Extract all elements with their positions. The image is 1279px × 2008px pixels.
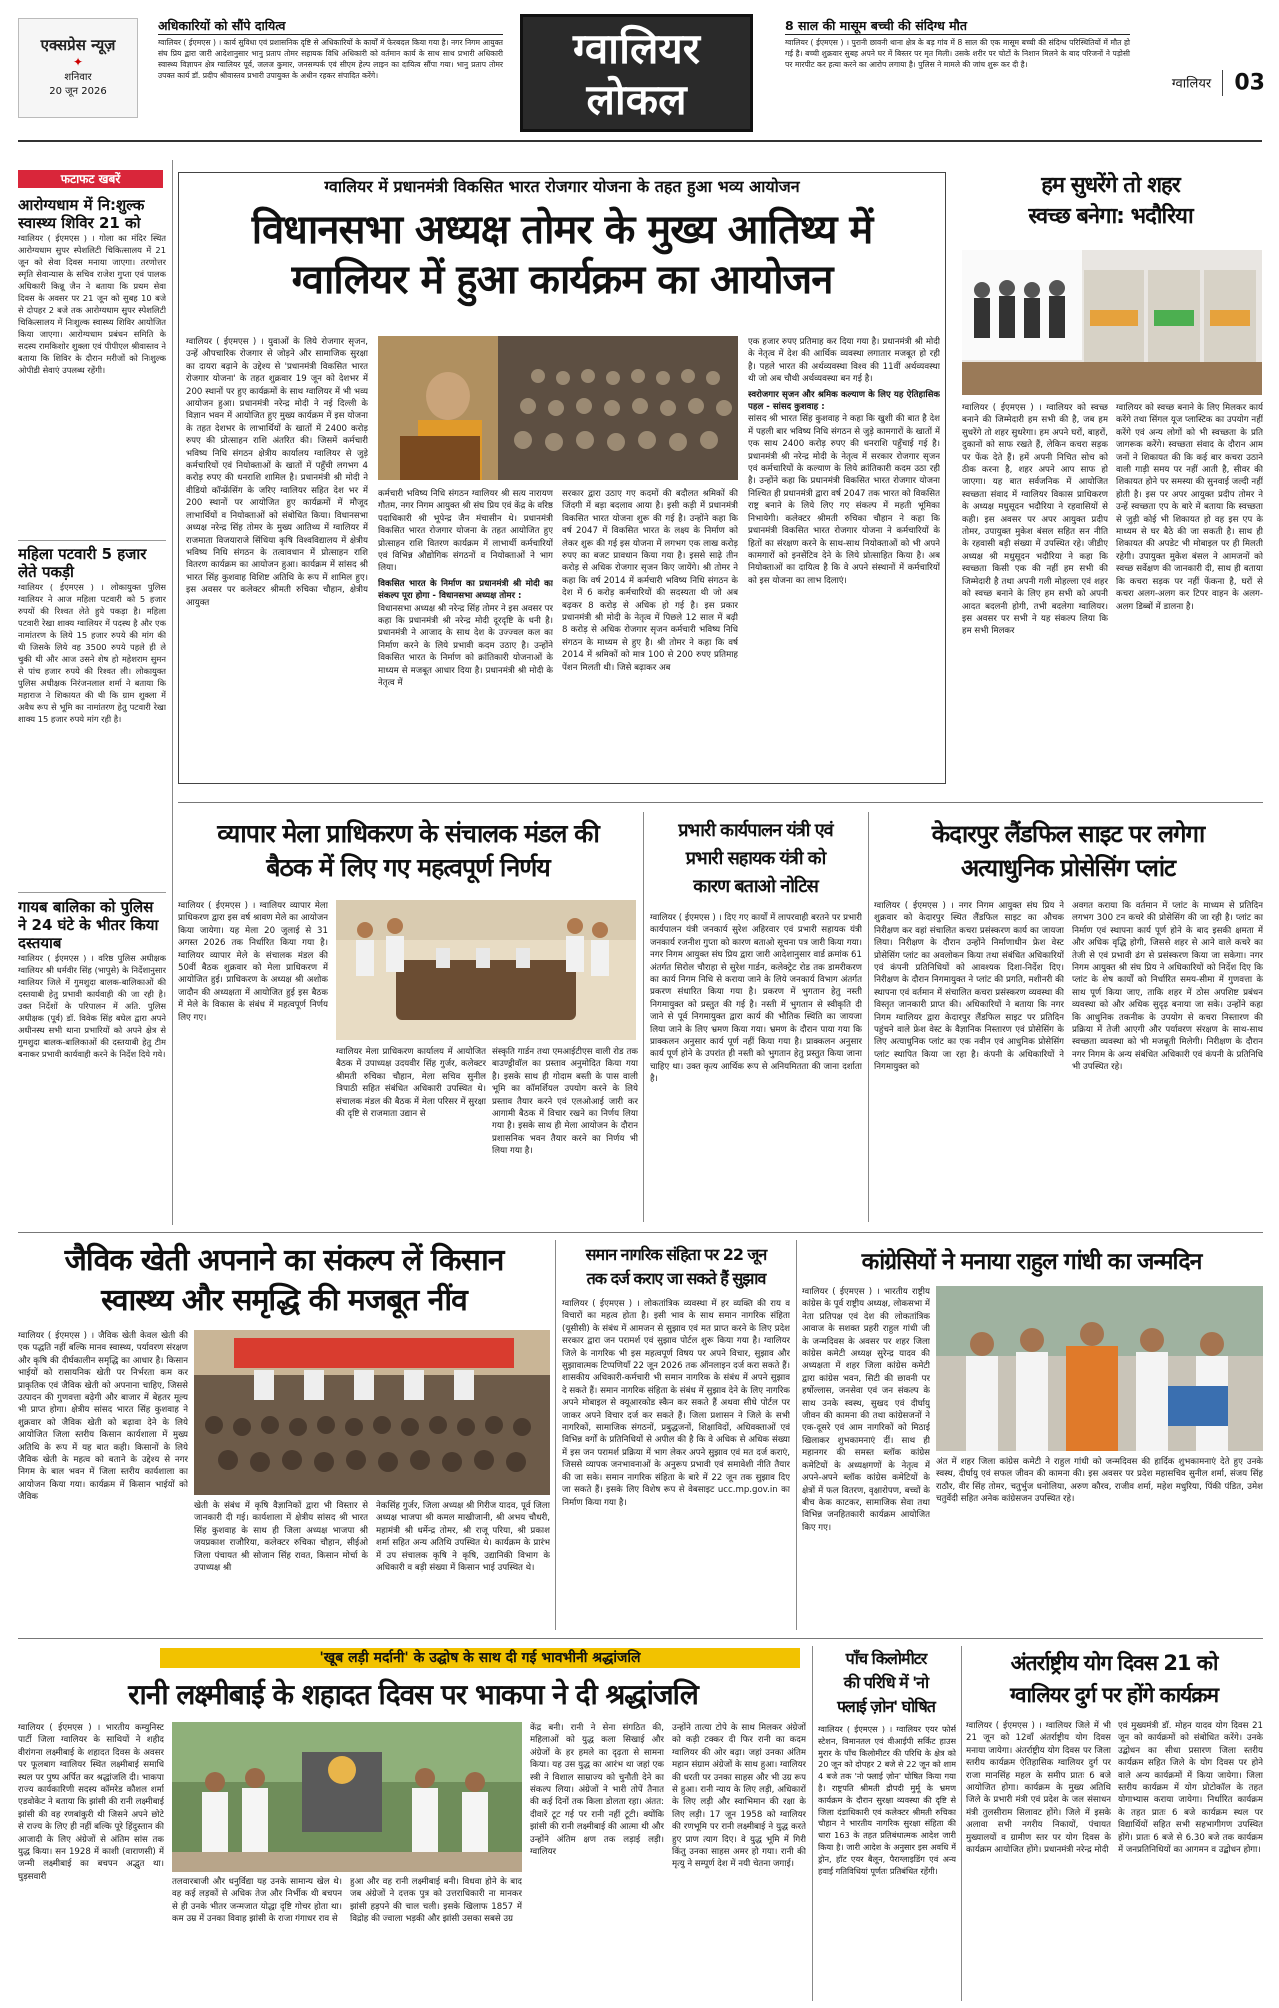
congress-photo xyxy=(936,1286,1263,1451)
laxmibai-col5 xyxy=(672,1722,806,2002)
laxmibai-col1 xyxy=(18,1722,164,2002)
ucc-headline-1: समान नागरिक संहिता पर 22 जून xyxy=(585,1245,767,1264)
rule-row3 xyxy=(18,1232,1263,1233)
yoga-headline-1: अंतर्राष्ट्रीय योग दिवस 21 को xyxy=(1010,1651,1218,1675)
masthead-rule xyxy=(18,140,1262,142)
notice-text: ग्वालियर ( ईएमएस ) । दिए गए कार्यों में लापरवाही बरतने पर प्रभारी कार्यपालन यंत्री जनकार्य सुरेश अहिरवार एवं प्रभारी सहायक यंत्री जनकार्य रजनीश गुप्ता को कारण बताओ सूचना पत्र जारी किया गया। नगर निगम आयुक्त संघ प्रिय द्वारा जारी आदेशानुसार वार्ड क्रमांक 61 अंतर्गत सिरोल चौराहा से सुरेश गार्डन, कलेक्ट्रेट रोड तक डामरीकरण का कार्य निगम निधि से कराया जाने के लिये जनकार्य विभाग अंतर्गत प्रकरण संधारित किया गया है। प्रकरण में भुगतान हेतु नस्ती निगमायुक्त को प्रस्तुत की गई है। नस्ती में भुगतान से स्वीकृति दी जाने से पूर्व निगमायुक्त द्वारा कार्य की भौतिक स्थिति का जायजा लिया जाने के लिए भ्रमण किया गया। भ्रमण के दौरान पाया गया कि प्राक्कलन अनुसार कार्य पूर्ण नहीं किया गया है। प्राक्कलन अनुसार कार्य पूर्ण होने के उपरांत ही नस्ती को भुगतान हेतु प्रस्तुत किया जाना चाहिए था। उक्त कृत्य आर्थिक रूप से अनियमितता की जाना दर्शाता है। xyxy=(650,913,862,1085)
organic-col2 xyxy=(194,1500,368,1632)
lead-col2b-text: विधानसभा अध्यक्ष श्री नरेन्द्र सिंह तोमर ने इस अवसर पर कहा कि प्रधानमंत्री श्री नरेन्द्र मोदी दूरदृष्टि के धनी है। प्रधानमंत्री ने आजाद के साथ देश के उज्ज्वल कल का निर्माण करने के लिये प्रभावी कदम उठाए है। उन्होंने विकसित भारत के निर्माण को क्रांतिकारी योजनाओं के माध्यम से मजबूत आधार दिया है। प्रधानमंत्री श्री मोदी के नेतृत्व में xyxy=(378,603,553,689)
brief-1-text: ग्वालियर ( ईएमएस ) । गोला का मंदिर स्थित आरोग्यधाम सुपर स्पेशलिटी चिकित्सालय में 21 जून को सेवा दिवस मनाया जाएगा। तरणोत्तर स्मृति सेवान्यास के सचिव राजेश गुप्ता एवं पालक अधिकारी किन्नू जैन ने बताया कि प्रथम सेवा दिवस के अवसर पर 21 जून को सुबह 10 बजे से दोपहर 2 बजे तक आरोग्यधाम सुपर स्पेशलिटी चिकित्सालय में निःशुल्क स्वास्थ्य शिविर आयोजित किया जाएगा। आरोग्यधाम प्रबंधन समिति के सदस्य रामकिशोर शुक्ला एवं पीपीएल श्रीवास्तव ने बताया कि शिविर के दौरान मरीजों को निःशुल्क ओपीडी सेवाएं उपलब्ध रहेंगी। xyxy=(18,233,166,375)
top-brief-1-title: अधिकारियों को सौंपे दायित्व xyxy=(158,18,503,35)
organic-photo xyxy=(194,1330,550,1495)
brief-3-title: गायब बालिका को पुलिस ने 24 घंटे के भीतर किया दस्तयाब xyxy=(18,898,159,952)
ucc-body xyxy=(562,1298,790,1630)
sidebar-brief-3 xyxy=(18,898,166,1228)
organic-col3-text: नेकसिंह गुर्जर, जिला अध्यक्ष श्री गिरीज यादव, पूर्व जिला अध्यक्ष भाजपा श्री कमल माखीजानी, श्री अभय चौधरी, महामंत्री श्री धर्मेन्द्र तोमर, श्री राजू परिया, श्री प्रकाश शर्मा सहित अन्य अतिथि उपस्थित थे। कार्यक्रम के प्रारंभ में उप संचालक कृषि ने कृषि, उद्यानिकी विभाग के अधिकारी व बड़ी संख्या में किसान भाई उपस्थित थे। xyxy=(376,1501,550,1574)
mela-headline-2: बैठक में लिए गए महत्वपूर्ण निर्णय xyxy=(266,853,550,882)
section-title-box xyxy=(520,14,753,132)
right-story-col2 xyxy=(1116,402,1263,782)
noflyzone-headline-3: फ्लाई ज़ोन' घोषित xyxy=(837,1697,935,1716)
noflyzone-body xyxy=(818,1724,956,2002)
laxmibai-col4 xyxy=(530,1722,664,2002)
lead-col2 xyxy=(378,488,553,781)
brief-2-title: महिला पटवारी 5 हजार लेते पकड़ी xyxy=(18,545,147,581)
top-brief-2-text: ग्वालियर ( ईएमएस ) । पुरानी छावनी थाना क्षेत्र के बड़ गांव में 8 साल की एक मासूम बच्ची की संदिग्ध परिस्थितियों में मौत हो गई है। बच्ची शुक्रवार सुबह अपने घर में बिस्तर पर मृत मिली। उसके शरीर पर चोटों के निशान मिलने के बाद परिजनों ने पड़ोसी पर मारपीट कर हत्या करने का आरोप लगाया है। पुलिस ने मामले की जांच शुरू कर दी है। xyxy=(785,38,1130,69)
landfill-headline-1: केदारपुर लैंडफिल साइट पर लगेगा xyxy=(931,820,1205,848)
vrule-mela-notice xyxy=(643,812,644,1222)
sidebar-divider-2 xyxy=(18,892,166,893)
page-folio xyxy=(1150,70,1265,100)
rule-row4 xyxy=(18,1638,1263,1639)
sidebar-vrule xyxy=(172,160,173,1225)
organic-col3 xyxy=(376,1500,550,1632)
section-title-line1: ग्वालियर xyxy=(573,24,700,73)
sidebar-label-text: फटाफट खबरें xyxy=(60,172,121,186)
lead-photo xyxy=(378,336,738,480)
masthead-left-box xyxy=(18,18,138,118)
right-story-photo xyxy=(962,250,1262,395)
top-brief-1-text: ग्वालियर ( ईएमएस ) । कार्य सुविधा एवं प्रशासनिक दृष्टि से अधिकारियों के कार्यों में फेरबदल किया गया है। नगर निगम आयुक्त संघ प्रिय द्वारा जारी आदेशानुसार भानु प्रताप तोमर सहायक विधि अधिकारी को वर्तमान कार्य के साथ साथ प्रभारी अधिकारी स्वास्थ्य विज्ञापन क्षेत्र ग्वालियर पूर्व, जलज कुमार, जनसम्पर्क एवं सीएम हेल्प लाइन का दायित्व सौंपा गया। भानु प्रताप तोमर उपक्त कार्य डॉ. प्रदीप श्रीवास्तव प्रभारी उपायुक्त के अधीन रहकर संपादित करेंगे। xyxy=(158,38,503,80)
lead-col4-text: एक हजार रुपए प्रतिमाह कर दिया गया है। प्रधानमंत्री श्री मोदी के नेतृत्व में देश की आर्थिक व्यवस्था लगातार मजबूत हो रही है। पहले भारत की अर्थव्यवस्था विश्व की 11वीं अर्थव्यवस्था थी जो अब चौथी अर्थव्यवस्था बन गई है। xyxy=(748,337,940,385)
right-story-col1 xyxy=(962,402,1108,782)
lead-subhead-2: स्वरोजगार सृजन और श्रमिक कल्याण के लिए यह ऐतिहासिक पहल - सांसद कुशवाह : xyxy=(748,389,940,413)
laxmibai-col3 xyxy=(350,1876,522,2001)
laxmibai-col5-text: उन्होंने तात्या टोपे के साथ मिलकर अंग्रेजों को कड़ी टक्कर दी फिर रानी का कदम ग्वालियर की ओर बढ़ा। जहां उनका अंतिम महान संग्राम अंग्रेजों के साथ हुआ। ग्वालियर की धरती पर उनका साहस और भी उग्र रूप से हुआ। रानी न्याय के लिए लड़ी, अधिकारों के लिए लड़ी और स्वाभिमान की रक्षा के लिए लड़ी। 17 जून 1958 को ग्वालियर की रणभूमि पर रानी लक्ष्मीबाई ने युद्ध करते हुए प्राण त्याग दिए। वे युद्ध भूमि में गिरी किंतु उनका साहस अमर हो गया। रानी की मृत्यु ने सम्पूर्ण देश में नयी चेतना जगाई। xyxy=(672,1723,806,1870)
congress-headline: कांग्रेसियों ने मनाया राहुल गांधी का जन्मदिन xyxy=(861,1249,1202,1275)
yoga-col1-text: ग्वालियर ( ईएमएस ) । ग्वालियर जिले में भी 21 जून को 12वाँ अंतर्राष्ट्रीय योग दिवस मनाया जायेगा। अंतर्राष्ट्रीय योग दिवस पर जिला स्तरीय कार्यक्रम ऐतिहासिक ग्वालियर दुर्ग पर राजा मानसिंह महल के समीप प्रातः 6 बजे आयोजित होगा। कार्यक्रम के मुख्य अतिथि जिले के प्रभारी मंत्री एवं प्रदेश के जल संसाधन मंत्री तुलसीराम सिलावट होंगे। जिले में इसके अलावा सभी नगरीय निकायों, पंचायत मुख्यालयों व ग्रामीण स्तर पर योग दिवस के कार्यक्रम आयोजित होंगे। प्रधानमंत्री नरेन्द्र मोदी xyxy=(966,1721,1111,1856)
landfill-col1-text: ग्वालियर ( ईएमएस ) । नगर निगम आयुक्त संघ प्रिय ने शुक्रवार को केदारपुर स्थित लैंडफिल साइट का औचक निरीक्षण कर वहां संचालित कचरा प्रसंस्करण कार्य का जायजा लिया। निरीक्षण के दौरान उन्होंने निर्माणाधीन फ्रेश वेस्ट प्रोसेसिंग प्लांट का अवलोकन किया तथा संबंधित अधिकारियों एवं कंपनी प्रतिनिधियों को आवश्यक दिशा-निर्देश दिए। निरीक्षण के दौरान निगमायुक्त ने प्लांट की प्रगति, मशीनरी की स्थापना एवं वर्तमान में संचालित कचरा प्रसंस्करण व्यवस्था की विस्तृत जानकारी प्राप्त की। अधिकारियों ने बताया कि नगर निगम ग्वालियर द्वारा केदारपुर लैंडफिल साइट पर प्रतिदिन पहुंचने वाले फ्रेश वेस्ट के वैज्ञानिक निस्तारण एवं प्रोसेसिंग के लिए अत्याधुनिक प्लांट का एक नवीन एवं आधुनिक प्रोसेसिंग प्लांट स्थापित किया जा रहा है। कंपनी के अधिकारियों ने निगमायुक्त को xyxy=(874,901,1064,1073)
vrule-noflyzone-yoga xyxy=(961,1646,962,2001)
yoga-col2 xyxy=(1118,1720,1263,2002)
lead-col1 xyxy=(186,336,368,781)
right-story-photo-image xyxy=(962,250,1262,395)
laxmibai-headline: रानी लक्ष्मीबाई के शहादत दिवस पर भाकपा ने दी श्रद्धांजलि xyxy=(128,1678,698,1711)
vrule-laxmibai-noflyzone xyxy=(812,1646,813,2001)
mela-col3-text: संस्कृति गार्डन तथा एमआईटीएस वाली रोड तक बाउण्ड्रीवॉल का प्रस्ताव अनुमोदित किया गया है। इसके साथ ही गोदाम बस्ती के पास वाली भूमि का कॉमर्शियल उपयोग करने के लिये प्रस्ताव तैयार करने एवं एलओआई जारी कर आगामी बैठक में विचार रखने का निर्णय लिया गया है। इसके साथ ही मेला आयोजन के दौरान प्रशासनिक भवन तैयार करने का निर्णय भी लिया गया है। xyxy=(492,1047,638,1157)
laxmibai-col2-text: तलवारबाजी और धनुर्विद्या यह उनके सामान्य खेल थे। वह कई लड़कों से अधिक तेज और निर्भीक थी बचपन से ही उनके भीतर जन्मजात योद्धा दृष्टि गोचर होता था। कम उम्र में उनका विवाह झांसी के राजा गंगाधर राव से xyxy=(172,1877,342,1925)
lead-col4 xyxy=(748,336,940,781)
vrule-organic-ucc xyxy=(555,1240,556,1630)
mela-col2 xyxy=(336,1046,486,1226)
lead-subhead-1: विकसित भारत के निर्माण का प्रधानमंत्री श्री मोदी का संकल्प पूरा होगा - विधानसभा अध्यक्ष तोमर : xyxy=(378,578,553,602)
yoga-col1 xyxy=(966,1720,1111,2002)
right-story-col1-text: ग्वालियर ( ईएमएस ) । ग्वालियर को स्वच्छ बनाने की जिम्मेदारी हम सभी की है, जब हम सुधरेंगे तो शहर सुधरेगा। हम अपने घरों, बाहरों, दुकानों को साफ रखते हैं, लेकिन कचरा सड़क पर फेंक देते हैं। हमें अपनी निचित सोच को ठीक करना है, शहर अपने आप साफ हो जाएगा। यह बात सर्वजनिक में आयोजित स्वच्छता संवाद में ग्वालियर विकास प्राधिकरण के अध्यक्ष मधुसूदन भदौरिया ने रहवासियों से कही। इस अवसर पर अपर आयुक्त प्रदीप तोमर, उपायुक्त मुकेश बंसल सहित सन नीति के रहवासी बड़ी संख्या में उपस्थित रहे। जीडीए अध्यक्ष श्री मधुसूदन भदौरिया ने कहा कि स्वच्छता किसी एक की नहीं हम सभी की जिम्मेदारी है तथा अपनी गली मोहल्ला एवं शहर को स्वच्छ बनाने के लिए हम सभी को अपनी आदत बदलनी होगी, तभी बदलेगा ग्वालियर। इस अवसर पर सभी ने यह संकल्प लिया कि हम सभी मिलकर xyxy=(962,403,1108,637)
rule-row2 xyxy=(178,802,1263,803)
congress-col1-text: ग्वालियर ( ईएमएस ) । भारतीय राष्ट्रीय कांग्रेस के पूर्व राष्ट्रीय अध्यक्ष, लोकसभा में नेता प्रतिपक्ष एवं देश की लोकतांत्रिक आवाज के सशक्त प्रहरी राहुल गांधी जी के जन्मदिवस के अवसर पर शहर जिला कांग्रेस कमेटी अध्यक्ष सुरेन्द्र यादव की अध्यक्षता में शहर जिला कांग्रेस कमेटी द्वारा कांग्रेस भवन, सिटी की छावनी पर हर्षोल्लास, जनसेवा एवं जन संकल्प के साथ उनके स्वस्थ, सुखद एवं दीर्घायु जीवन की कामना की तथा कांग्रेसजनों ने एक-दूसरे एवं आम नागरिकों को मिठाई खिलाकर शुभकामनाएं दीं। साथ ही महानगर की समस्त ब्लॉक कांग्रेस कमेटियों के अध्यक्षगणों के नेतृत्व में अपने-अपने ब्लॉक कांग्रेस कमेटियों के क्षेत्रों में फल वितरण, वृक्षारोपण, बच्चों के बीच केक काटकर, सामाजिक सेवा तथा विभिन्न जनहितकारी कार्यक्रम आयोजित किए गए। xyxy=(802,1287,930,1533)
organic-headline-2: स्वास्थ्य और समृद्धि की मजबूत नींव xyxy=(101,1283,467,1318)
landfill-col2-text: अवगत कराया कि वर्तमान में प्लांट के माध्यम से प्रतिदिन लगभग 300 टन कचरे की प्रोसेसिंग की जा रही है। प्लांट का निर्माण एवं स्थापना कार्य पूर्ण होने के बाद इसकी क्षमता में और अधिक वृद्धि होगी, जिससे शहर से आने वाले कचरे का तेजी से एवं प्रभावी ढंग से प्रसंस्करण किया जा सकेगा। नगर निगम आयुक्त श्री संघ प्रिय ने अधिकारियों को निर्देश दिए कि प्लांट के शेष कार्यों को निर्धारित समय-सीमा में गुणवत्ता के साथ पूर्ण किया जाए, ताकि शहर में ठोस अपशिष्ट प्रबंधन व्यवस्था को और अधिक सुदृढ़ बनाया जा सके। उन्होंने कहा कि आधुनिक तकनीक के उपयोग से कचरा निस्तारण की प्रक्रिया में तेजी आएगी और पर्यावरण संरक्षण के साथ-साथ स्वच्छता व्यवस्था को भी मजबूती मिलेगी। निरीक्षण के दौरान नगर निगम के अन्य संबंधित अधिकारी एवं कंपनी के प्रतिनिधि भी उपस्थित रहे। xyxy=(1072,901,1263,1073)
organic-col1 xyxy=(18,1330,188,1630)
notice-headline-3: कारण बताओ नोटिस xyxy=(693,876,818,897)
lead-headline-line2: ग्वालियर में हुआ कार्यक्रम का आयोजन xyxy=(291,257,833,303)
issue-day: शनिवार xyxy=(64,72,92,83)
mela-headline-1: व्यापार मेला प्राधिकरण के संचालक मंडल की xyxy=(217,819,599,848)
laxmibai-photo-image xyxy=(172,1722,522,1872)
folio-city: ग्वालियर xyxy=(1171,76,1212,92)
vrule-ucc-congress xyxy=(796,1240,797,1630)
sidebar-divider-1 xyxy=(18,540,166,541)
laxmibai-col3-text: हुआ और वह रानी लक्ष्मीबाई बनी। विधवा होने के बाद जब अंग्रेजों ने दत्तक पुत्र को उत्तराधिकारी ना मानकर झांसी हड़पने की चाल चली। इसके खिलाफ 1857 में विद्रोह की ज्वाला भड़की और झांसी उसका सबसे उग्र xyxy=(350,1877,522,1925)
sidebar-label xyxy=(18,170,163,188)
right-story-headline-1: हम सुधरेंगे तो शहर xyxy=(1041,173,1180,198)
vrule-notice-landfill xyxy=(868,812,869,1222)
lead-headline-line1: विधानसभा अध्यक्ष तोमर के मुख्य आतिथ्य में xyxy=(251,207,873,253)
notice-body xyxy=(650,912,862,1224)
top-brief-1 xyxy=(158,18,503,118)
top-brief-2-title: 8 साल की मासूम बच्ची की संदिग्ध मौत xyxy=(785,18,1130,35)
notice-headline-1: प्रभारी कार्यपालन यंत्री एवं xyxy=(678,820,833,841)
congress-col2-text: अंत में शहर जिला कांग्रेस कमेटी ने राहुल गांधी को जन्मदिवस की हार्दिक शुभकामनाएं देते हुए उनके स्वस्थ, दीर्घायु एवं सफल जीवन की कामना की। इस अवसर पर प्रदेश महासचिव सुनील शर्मा, संजय सिंह राठौर, वीर सिंह तोमर, चतुर्भुज धनोलिया, अरुण कौरव, राजीव शर्मा, महेश मधुरिया, पिंकी पंडित, उमेश चतुर्वेदी सहित अनेक कांग्रेसजन उपस्थित रहे। xyxy=(936,1457,1263,1505)
folio-separator xyxy=(1222,70,1223,96)
sidebar-brief-1 xyxy=(18,196,166,536)
ornament-icon: ✦ xyxy=(72,55,84,69)
congress-col2 xyxy=(936,1456,1263,1632)
lead-col3 xyxy=(562,488,738,781)
paper-name: एक्सप्रेस न्यूज़ xyxy=(40,36,116,54)
landfill-col1 xyxy=(874,900,1064,1225)
right-story-col2-text: ग्वालियर को स्वच्छ बनाने के लिए मिलकर कार्य करेंगे तथा सिंगल यूज प्लास्टिक का उपयोग नहीं करेंगे एवं अन्य लोगों को भी स्वच्छता के प्रति जागरूक करेंगे। स्वच्छता संवाद के दौरान आम जनों ने शिकायत की कि कई बार कचरा उठाने वाली गाड़ी समय पर नहीं आती है, सीवर की शिकायत होने पर समस्या की सुनवाई जल्दी नहीं होती है। इस पर अपर आयुक्त प्रदीप तोमर ने उन्हें स्वच्छता एप के बारे में बताया कि स्वच्छता से जुड़ी कोई भी शिकायत हो वह इस एप के माध्यम से घर बैठे की जा सकती है। साथ ही शिकायत की अपडेट भी मोबाइल पर ही मिलती रहेगी। उपायुक्त मुकेश बंसल ने आमजनों को स्वच्छ सर्वेक्षण की जानकारी दी, साथ ही बताया कि कचरा सड़क पर नहीं फेंकना है, घरों से कचरा अलग-अलग कर टिपर वाहन के अलग-अलग डिब्बों में डालना है। xyxy=(1116,403,1263,612)
congress-col1 xyxy=(802,1286,930,1631)
brief-3-text: ग्वालियर ( ईएमएस ) । वरिष्ठ पुलिस अधीक्षक ग्वालियर श्री धर्मवीर सिंह (भापुसे) के निर्देशानुसार ग्वालियर जिले में गुमशुदा बालक-बालिकाओं की दस्तयाबी हेतु प्रभावी कार्यवाही की जा रही है। उक्त निर्देशों के परिपालन में अति. पुलिस अधीक्षक (पूर्व) डॉ. विवेक सिंह बघेल द्वारा अपने अधीनस्थ सभी थाना प्रभारियों को अपने क्षेत्र से गुमशुदा बालक-बालिकाओं की दस्तयाबी हेतु टीम बनाकर प्रभावी कार्यवाही करने के निर्देश दिये गये। xyxy=(18,953,166,1059)
laxmibai-photo xyxy=(172,1722,522,1872)
noflyzone-headline-1: पाँच किलोमीटर xyxy=(845,1649,927,1668)
mela-photo-image xyxy=(336,900,636,1040)
landfill-headline-2: अत्याधुनिक प्रोसेसिंग प्लांट xyxy=(960,854,1176,882)
organic-headline-1: जैविक खेती अपनाने का संकल्प लें किसान xyxy=(64,1243,504,1278)
mela-col2-text: ग्वालियर मेला प्राधिकरण कार्यालय में आयोजित बैठक में उपाध्यक्ष उदयवीर सिंह गुर्जर, कलेक्टर श्रीमती रुचिका चौहान, मेला सचिव सुनील त्रिपाठी सहित संबंधित अधिकारी उपस्थित थे। संचालक मंडल की बैठक में मेला परिसर में सुरक्षा की दृष्टि से राजमाता उद्यान से xyxy=(336,1047,486,1120)
laxmibai-col4-text: केंद्र बनी। रानी ने सेना संगठित की, महिलाओं को युद्ध कला सिखाई और अंग्रेजों के हर हमले का दृढ़ता से सामना किया। यह उस युद्ध का आरंभ था जहां एक स्त्री ने विशाल साम्राज्य को चुनौती देने का संकल्प लिया। अंग्रेजों ने भारी तोपें तैनात की कई दिनों तक किला डोलता रहा। अंतत: दीवारें टूट गई पर रानी नहीं टूटी। क्योंकि झांसी की रानी लक्ष्मीबाई की आत्मा थी और उन्होंने अंतिम क्षण तक लड़ाई लड़ी। ग्वालियर xyxy=(530,1723,664,1858)
yoga-col2-text: एवं मुख्यमंत्री डॉ. मोहन यादव योग दिवस 21 जून को कार्यक्रमों को संबोधित करेंगे। उनके उद्बोधन का सीधा प्रसारण जिला स्तरीय कार्यक्रम सहित जिले के योग दिवस पर होने वाले अन्य कार्यक्रमों में किया जायेगा। जिला स्तरीय कार्यक्रम में योग प्रोटोकॉल के तहत योगाभ्यास कराया जायेगा। निर्धारित कार्यक्रम के तहत प्रातः 6 बजे कार्यक्रम स्थल पर विद्यार्थियों सहित सभी सहभागीगण उपस्थित होंगे। प्रातः 6 बजे से 6.30 बजे तक कार्यक्रम में जनप्रतिनिधियों का आगमन व उद्बोधन होगा। xyxy=(1118,1721,1263,1856)
lead-col2-text: कर्मचारी भविष्य निधि संगठन ग्वालियर श्री सत्य नारायण गौतम, नगर निगम आयुक्त श्री संघ प्रिय एवं केंद्र के वरिष्ठ पदाधिकारी श्री भूपेन्द्र जैन मंचासीन थे। प्रधानमंत्री विकसित भारत रोजगार योजना के तहत आयोजित हुए प्रोत्साहन राशि वितरण कार्यक्रम में लाभार्थी कर्मचारियों एवं विभिन्न औद्योगिक संगठनों व नियोक्ताओं ने भाग लिया। xyxy=(378,489,553,574)
mela-col1-text: ग्वालियर ( ईएमएस ) । ग्वालियर व्यापार मेला प्राधिकरण द्वारा इस वर्ष श्रावण मेले का आयोजन किया जायेगा। यह मेला 20 जुलाई से 31 अगस्त 2026 तक निर्धारित किया गया है। ग्वालियर व्यापार मेले के संचालक मंडल की 50वीं बैठक शुक्रवार को मेला प्राधिकरण में आयोजित हुई। प्राधिकरण के अध्यक्ष श्री अशोक जादौन की अध्यक्षता में आयोजित हुई इस बैठक में मेले के विकास के संबंध में महत्वपूर्ण निर्णय लिए गए। xyxy=(178,901,328,1023)
top-brief-2 xyxy=(785,18,1130,118)
congress-photo-image xyxy=(936,1286,1263,1451)
landfill-col2 xyxy=(1072,900,1263,1225)
ucc-text: ग्वालियर ( ईएमएस ) । लोकतांत्रिक व्यवस्था में हर व्यक्ति की राय व विचारों का महत्व होता है। इसी भाव के साथ समान नागरिक संहिता (यूसीसी) के संबंध में आमजन से सुझाव एवं मत प्राप्त करने के लिए प्रदेश सरकार द्वारा जन परामर्श एवं सुझाव पोर्टल शुरू किया गया है। ग्वालियर जिले के नागरिक भी इस महत्वपूर्ण विषय पर अपने विचार, सुझाव और सुझावात्मक टिप्पणियाँ 22 जून 2026 तक ऑनलाइन दर्ज करा सकते हैं। शासकीय अधिकारी-कर्मचारी भी समान नागरिक के संबंध में अपने सुझाव दे सकते हैं। समान नागरिक संहिता के संबंध में सुझाव देने के लिए नागरिक अपने मोबाइल से क्यूआरकोड स्कैन कर सकते हैं अथवा सीधे पोर्टल पर जाकर अपने विचार दर्ज कर सकते हैं। जिला प्रशासन ने जिले के सभी नागरिकों, सामाजिक संगठनों, प्रबुद्धजनों, शिक्षाविदों, अधिवक्ताओं एवं विभिन्न वर्गों के प्रतिनिधियों से अपील की है कि वे अधिक से अधिक संख्या में इस जन परामर्श प्रक्रिया में भाग लेकर अपने सुझाव एवं मत दर्ज कराएं, जिससे व्यापक जनभावनाओं के अनुरूप प्रभावी एवं समावेशी नीति तैयार की जा सके। समान नागरिक संहिता के बारे में 22 जून तक सुझाव दिए जा सकते हैं। इसके लिए विशेष रूप से वेबसाइट ucc.mp.gov.in का निर्माण किया गया है। xyxy=(562,1299,790,1508)
sidebar-brief-2 xyxy=(18,545,166,885)
lead-col3-text: सरकार द्वारा उठाए गए कदमों की बदौलत श्रमिकों की जिंदगी में बड़ा बदलाव आया है। इसी कड़ी में प्रधानमंत्री विकसित भारत योजना शुरू की गई है। उन्होंने कहा कि वर्ष 2047 में विकसित भारत के लक्ष्य के निर्माण को लेकर शुरू की गई इस योजना में लगभग एक लाख करोड़ रुपए का बजट प्रावधान किया गया है। इससे साढ़े तीन करोड़ से अधिक रोजगार सृजन किए जायेंगे। श्री तोमर ने कहा कि वर्ष 2014 में कर्मचारी भविष्य निधि संगठन के देश में 6 करोड़ कर्मचारियों की सदस्यता थी जो अब बढ़कर 8 करोड़ से अधिक हो गई है। इस प्रकार प्रधानमंत्री श्री मोदी के नेतृत्व में पिछले 12 साल में बढ़ी 8 करोड़ से अधिक रोजगार सृजन कर्मचारी भविष्य निधि संगठन के माध्यम से हुए है। श्री तोमर ने कहा कि वर्ष 2014 में श्रमिकों को मात्र 100 से 200 रुपए प्रतिमाह पेंशन मिलती थी। जिसे बढ़ाकर अब xyxy=(562,489,738,673)
mela-photo xyxy=(336,900,636,1040)
lead-photo-image xyxy=(378,336,738,480)
noflyzone-headline-2: की परिधि में 'नो xyxy=(843,1673,929,1692)
brief-2-text: ग्वालियर ( ईएमएस ) । लोकायुक्त पुलिस ग्वालियर ने आज महिला पटवारी को 5 हजार रुपयों की रिश्वत लेते हुये पकड़ा है। महिला पटवारी रेखा शाक्य ग्वालियर में पदस्थ है और एक नामांतरण के लिये 15 हजार रुपये की मांग की थी जिसके लिये वह 3500 रुपये पहले ही ले चुकी थी और आज उसने शेष हो महेशराम सुमन से पांच हजार रुपये की रिश्वत ली। लोकायुक्त पुलिस अधीक्षक निरंजनलाल शर्मा ने बताया कि महाराज ने शिकायत की थी कि ग्राम शुक्ला में अवैध रूप से भूमि का नामांतरण हेतु पटवारी रेखा शाक्य 15 हजार रुपये मांग रही है। xyxy=(18,582,166,724)
organic-col2-text: खेती के संबंध में कृषि वैज्ञानिकों द्वारा भी विस्तार से जानकारी दी गई। कार्यशाला में क्षेत्रीय सांसद श्री भारत सिंह कुशवाह के साथ ही जिला अध्यक्ष भाजपा श्री जयप्रकाश राजौरिया, कलेक्टर रुचिका चौहान, सीईओ जिला पंचायत श्री सोजान सिंह रावत, किसान मोर्चा के उपाध्यक्ष श्री xyxy=(194,1501,368,1574)
laxmibai-col2 xyxy=(172,1876,342,2001)
ucc-headline-2: तक दर्ज कराए जा सकते हैं सुझाव xyxy=(586,1269,766,1288)
laxmibai-kicker: 'खूब लड़ी मर्दानी' के उद्घोष के साथ दी गई भावभीनी श्रद्धांजलि xyxy=(319,1650,641,1666)
mela-col3 xyxy=(492,1046,638,1226)
organic-photo-image xyxy=(194,1330,550,1495)
lead-col4b-text: सांसद श्री भारत सिंह कुशवाह ने कहा कि खुशी की बात है देश में पहली बार भविष्य निधि संगठन से जुड़े कामगारों के खातों में एक साथ 2400 करोड़ रुपए की धनराशि पहुँचाई गई है। प्रधानमंत्री श्री नरेन्द्र मोदी के नेतृत्व में सरकार रोजगार सृजन एवं कर्मचारियों के कल्याण के लिये क्रांतिकारी कदम उठा रही है। उन्होंने कहा कि प्रधानमंत्री विकसित भारत रोजगार योजना निश्चित ही प्रधानमंत्री द्वारा वर्ष 2047 तक भारत को विकसित राष्ट्र बनाने के लिये लिए गए संकल्प में महती भूमिका निभायेगी। कलेक्टर श्रीमती रुचिका चौहान ने कहा कि प्रधानमंत्री विकसित भारत रोजगार योजना ने कर्मचारियों के हितों का संरक्षण करने के साथ-साथ नियोक्ताओं को भी अपने कामगारों को इनसेंटिव देने के लिये प्रोत्साहित किया है। अब नियोक्ताओं का दायित्व है कि वे अपने संस्थानों में कर्मचारियों को इस योजना का लाभ दिलाएं। xyxy=(748,414,940,586)
organic-col1-text: ग्वालियर ( ईएमएस ) । जैविक खेती केवल खेती की एक पद्धति नहीं बल्कि मानव स्वास्थ्य, पर्यावरण संरक्षण और कृषि की दीर्घकालीन समृद्धि का आधार है। किसान भाईयों को रासायनिक खेती पर निर्भरता कम कर प्राकृतिक एवं जैविक खेती को अपनाना चाहिए, जिससे उत्पादन की गुणवत्ता बढ़ेगी और बाजार में बेहतर मूल्य भी प्राप्त होगा। क्षेत्रीय सांसद भारत सिंह कुशवाह ने शुक्रवार को जैविक खेती को बढ़ावा देने के लिये आयोजित जिला स्तरीय किसान कार्यशाला में मुख्य अतिथि के रूप में यह बात कही। किसानों के लिये जैविक खेती के महत्व को बताने के उद्देश्य से नगर निगम के बाल भवन में जिला स्तरीय कार्यशाला का आयोजन किया गया। कार्यक्रम में किसान भाईयों को जैविक xyxy=(18,1331,188,1503)
folio-page-number: 03 xyxy=(1234,70,1265,96)
lead-kicker: ग्वालियर में प्रधानमंत्री विकसित भारत रोजगार योजना के तहत हुआ भव्य आयोजन xyxy=(324,177,800,196)
brief-1-title: आरोग्यधाम में नि:शुल्क स्वास्थ्य शिविर 21 को xyxy=(18,196,145,232)
laxmibai-col1-text: ग्वालियर ( ईएमएस ) । भारतीय कम्युनिस्ट पार्टी जिला ग्वालियर के साथियों ने शहीद वीरांगना लक्ष्मीबाई के शहादत दिवस के अवसर पर फूलबाग ग्वालियर स्थित लक्ष्मीबाई समाधि स्थल पर पुष्प अर्पित कर श्रद्धांजलि दी। भाकपा राज्य कार्यकारिणी सदस्य कॉमरेड कौशल शर्मा एडवोकेट ने बताया कि झांसी की रानी लक्ष्मीबाई झांसी की वह रणबांकुरी थी जिसने अपने छोटे से राज्य के लिए ही नहीं बल्कि पूरे हिंदुस्तान की आजादी के लिए अंग्रेजों से अंतिम सांस तक युद्ध किया। सन 1928 में काशी (वाराणसी) में जन्मी लक्ष्मीबाई का बचपन अद्भुत था। घुड़सवारी xyxy=(18,1723,164,1882)
noflyzone-text: ग्वालियर ( ईएमएस ) । ग्वालियर एयर फोर्स स्टेशन, विमानतल एवं वीआईपी सर्किट हाउस मुरार के पाँच किलोमीटर की परिधि के क्षेत्र को 20 जून को दोपहर 2 बजे से 22 जून को शाम 4 बजे तक 'नो फ्लाई ज़ोन' घोषित किया गया है। राष्ट्रपति श्रीमती द्रौपदी मुर्मू के भ्रमण कार्यक्रम के दौरान सुरक्षा व्यवस्था की दृष्टि से जिला दंडाधिकारी एवं कलेक्टर श्रीमती रुचिका चौहान ने भारतीय नागरिक सुरक्षा संहिता की धारा 163 के तहत प्रतिबंधात्मक आदेश जारी किया है। जारी आदेश के अनुसार इस अवधि में ड्रोन, हॉट एयर बैलून, पैराग्लाइडिंग एवं अन्य हवाई गतिविधियां पूर्णतः प्रतिबंधित रहेंगी। xyxy=(818,1724,956,1876)
lead-col1-text: ग्वालियर ( ईएमएस ) । युवाओं के लिये रोजगार सृजन, उन्हें औपचारिक रोजगार से जोड़ने और सामाजिक सुरक्षा का दायरा बढ़ाने के उद्देश्य से 'प्रधानमंत्री विकसित भारत रोजगार योजना' के तहत शुक्रवार 19 जून को देशभर में 200 स्थानों पर हुए कार्यक्रमों के साथ ग्वालियर में भी भव्य आयोजन हुआ। प्रधानमंत्री नरेन्द्र मोदी ने नई दिल्ली के विज्ञान भवन में आयोजित हुए मुख्य कार्यक्रम में इस योजना के तहत देशभर के लाभार्थियों के खातों में 2400 करोड़ रुपए की प्रोत्साहन राशि अंतरित की। जिसमें कर्मचारी भविष्य निधि संगठन क्षेत्रीय कार्यालय ग्वालियर से जुड़े कर्मचारियों एवं नियोक्ताओं के खातों में पहुँची लगभग 4 करोड़ रुपए की धनराशि शामिल है। प्रधानमंत्री श्री मोदी ने वीडियो कॉन्फ्रेंसिंग के जरिए ग्वालियर सहित देश भर में 200 स्थानों पर आयोजित हुए कार्यक्रमों में मौजूद लाभार्थियों व नियोक्ताओं को संबोधित किया। विधानसभा अध्यक्ष नरेन्द्र सिंह तोमर के मुख्य आतिथ्य में ग्वालियर में राजमाता विजयाराजे सिंधिया कृषि विश्वविद्यालय में क्षेत्रीय भविष्य निधि संगठन के तत्वावधान में प्रोत्साहन राशि वितरण कार्यक्रम का आयोजन हुआ। कार्यक्रम में सांसद श्री भारत सिंह कुशवाह विशिष्ट अतिथि के रूप में शामिल हुए। इस अवसर पर कलेक्टर श्रीमती रुचिका चौहान, क्षेत्रीय आयुक्त xyxy=(186,337,368,608)
issue-date: 20 जून 2026 xyxy=(49,86,107,97)
right-story-headline-2: स्वच्छ बनेगा: भदौरिया xyxy=(1028,204,1193,229)
mela-col1 xyxy=(178,900,328,1225)
section-title-line2: लोकल xyxy=(586,75,687,124)
yoga-headline-2: ग्वालियर दुर्ग पर होंगे कार्यक्रम xyxy=(1009,1683,1219,1707)
notice-headline-2: प्रभारी सहायक यंत्री को xyxy=(685,848,826,869)
